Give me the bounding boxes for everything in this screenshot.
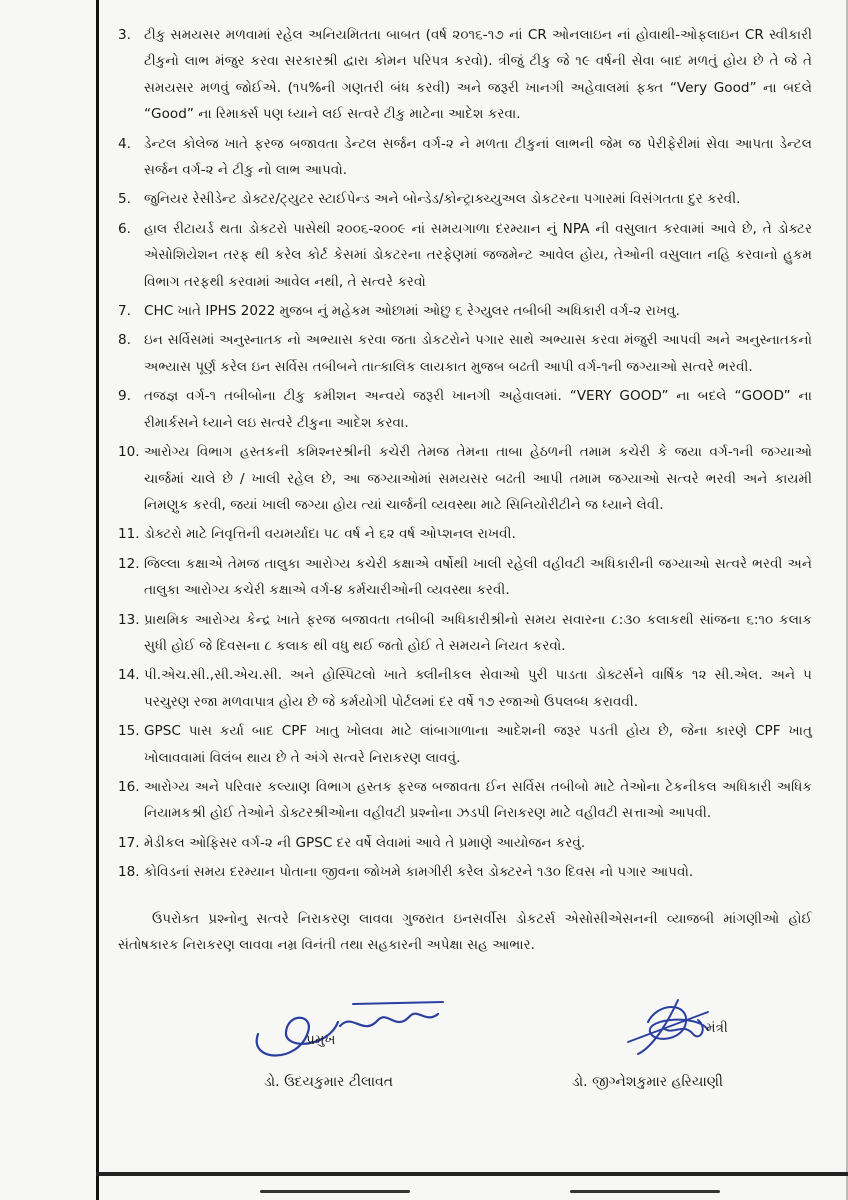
list-item xyxy=(118,859,812,885)
item-text: CHC ખાતે IPHS 2022 મુજબ નું મહેકમ ઓછામાં ઓછુ ૬ રેગ્યુલર તબીબી અધિકારી વર્ગ-૨ રાખવુ. xyxy=(144,303,680,320)
item-text: ઇન સર્વિસમાં અનુસ્નાતક નો અભ્યાસ કરવા જતા ડોકટરોને પગાર સાથે અભ્યાસ કરવા મંજુરી આપવી અને અનુસ્નાતકનો અભ્યાસ પૂર્ણ કરેલ ઇન સર્વિસ તબીબને તાત્કાલિક લાયકાત મુજબ બઢતી આપી વર્ગ-૧ની જગ્યાઓ સત્વરે ભરવી. xyxy=(144,332,812,375)
list-item xyxy=(118,186,812,212)
item-number: 15. xyxy=(118,723,140,740)
item-text: હાલ રીટાયર્ડ થતા ડોકટરો પાસેથી ૨૦૦૬-૨૦૦૯ નાં સમયગાળા દરમ્યાન નું NPA ની વસુલાત કરવામાં આવે છે, તે ડોક્ટર એસોશિયેશન તરફ થી કરેલ કોર્ટ કેસમાં ડોકટરના તરફેણમાં જજમેન્ટ આવેલ હોય, તેઓની વસુલાત નહિ કરવાનો હુકમ વિભાગ તરફથી કરવામાં આવેલ નથી, તે સત્વરે કરવો xyxy=(144,220,812,290)
list-item xyxy=(118,521,812,547)
item-text: પી.એચ.સી.,સી.એચ.સી. અને હોસ્પિટલો ખાતે ક્લીનીકલ સેવાઓ પુરી પાડતા ડોક્ટર્સને વાર્ષિક ૧૨ સી.એલ. અને ૫ પરચુરણ રજા મળવાપાત્ર હોય છે જે કર્મયોગી પોર્ટલમાં દર વર્ષે ૧૭ રજાઓ ઉપલબ્ધ કરાવવી. xyxy=(144,667,812,710)
scan-bottom-bar xyxy=(96,1172,848,1176)
item-number: 16. xyxy=(118,778,140,795)
letter-body xyxy=(118,22,812,1102)
item-text: તજજ્ઞ વર્ગ-૧ તબીબોના ટીકુ કમીશન અન્વયે જરૂરી ખાનગી અહેવાલમાં. “VERY GOOD” ના બદલે “GOOD” ના રીમાર્કસને ધ્યાને લઇ સત્વરે ટીકુના આદેશ કરવા. xyxy=(144,388,812,431)
list-item xyxy=(118,216,812,295)
secretary-handwritten-signature xyxy=(558,992,798,1072)
item-text: GPSC પાસ કર્યા બાદ CPF ખાતુ ખોલવા માટે લાંબાગાળાના આદેશની જરૂર પડતી હોય છે, જેના કારણે CPF ખાતુ ખોલાવવામાં વિલંબ થાય છે તે અંગે સત્વરે નિરાકરણ લાવવું. xyxy=(144,723,812,766)
item-text: પ્રાથમિક આરોગ્ય કેન્દ્ર ખાતે ફરજ બજાવતા તબીબી અધિકારીશ્રીનો સમય સવારના ૮:૩૦ કલાકથી સાંજના ૬:૧૦ કલાક સુધી હોઈ જે દિવસના ૮ કલાક થી વધુ થઈ જતો હોઈ તે સમયને નિયત કરવો. xyxy=(144,611,812,654)
scan-binding-edge xyxy=(96,0,99,1200)
president-handwritten-signature xyxy=(228,992,468,1072)
secretary-name: ડો. જીગ્નેશકુમાર હરિયાણી xyxy=(572,1074,723,1091)
item-number: 6. xyxy=(118,220,131,237)
item-text: જુનિયર રેસીડેન્ટ ડોક્ટર/ટ્યુટર સ્ટાઈપેન્ડ અને બોન્ડેડ/કોન્ટ્રાક્ચ્યુઅલ ડોકટરના પગારમાં વિસંગતતા દુર કરવી. xyxy=(144,191,741,208)
list-item xyxy=(118,22,812,128)
president-name: ડો. ઉદયકુમાર ટીલાવત xyxy=(264,1074,394,1091)
item-number: 18. xyxy=(118,864,140,881)
item-text: મેડીકલ ઓફિસર વર્ગ-૨ ની GPSC દર વર્ષે લેવામાં આવે તે પ્રમાણે આયોજન કરવું. xyxy=(144,834,586,851)
item-number: 9. xyxy=(118,388,131,405)
closing-paragraph: ઉપરોક્ત પ્રશ્નોનુ સત્વરે નિરાકરણ લાવવા ગુજરાત ઇનસર્વીસ ડોકટર્સ એસોસીએસનની વ્યાજબી માંગણીઓ હોઈ સંતોષકારક નિરાકરણ લાવવા નમ્ર વિનંતી તથા સહકારની અપેક્ષા સહ આભાર. xyxy=(118,910,812,953)
item-text: ડોક્ટરો માટે નિવૃત્તિની વયમર્યાદા ૫૮ વર્ષ ને ૬૨ વર્ષ ઓપ્શનલ રાખવી. xyxy=(144,526,516,543)
cut-off-text-left xyxy=(260,1188,410,1200)
list-item xyxy=(118,774,812,827)
item-number: 7. xyxy=(118,303,131,320)
president-signature xyxy=(228,992,488,1102)
list-item xyxy=(118,131,812,184)
list-item xyxy=(118,298,812,324)
item-number: 12. xyxy=(118,555,140,572)
item-number: 13. xyxy=(118,611,140,628)
item-number: 10. xyxy=(118,444,140,461)
list-item xyxy=(118,718,812,771)
secretary-role: મંત્રી xyxy=(706,1020,728,1037)
item-text: આરોગ્ય વિભાગ હસ્તકની કમિશ્નરશ્રીની કચેરી તેમજ તેમના તાબા હેઠળની તમામ કચેરી કે જયા વર્ગ-૧ની જગ્યાઓ ચાર્જમાં ચાલે છે / ખાલી રહેલ છે, આ જગ્યાઓમાં સમયસર બઢતી આપી તમામ જગ્યાઓ સત્વરે ભરવી અને કાયમી નિમણુક કરવી, જયાં ખાલી જગ્યા હોય ત્યાં ચાર્જની વ્યવસ્થા માટે સિનિયોરીટીને જ ધ્યાને લેવી. xyxy=(144,444,812,513)
list-item xyxy=(118,830,812,856)
list-item xyxy=(118,551,812,604)
item-text: કોવિડનાં સમય દરમ્યાન પોતાના જીવના જોખમે કામગીરી કરેલ ડોક્ટરને ૧૩૦ દિવસ નો પગાર આપવો. xyxy=(144,864,694,881)
item-text: ટીકુ સમયસર મળવામાં રહેલ અનિયમિતતા બાબત (વર્ષ ૨૦૧૬-૧૭ નાં CR ઓનલાઇન નાં હોવાથી-ઓફલાઇન CR સ્વીકારી ટીકુનો લાભ મંજુર કરવા સરકારશ્રી દ્વારા કોમન પરિપત્ર કરવો). ત્રીજું ટીકુ જે ૧૯ વર્ષની સેવા બાદ મળતું હોય છે તે જે તે સમયસર મળવું જોઈએ. (૧૫%ની ગણતરી બંધ કરવી) અને જરૂરી ખાનગી અહેવાલમાં ફક્ત “Very Good” ના બદલે “Good” ના રિમાર્ક્સ પણ ધ્યાને લઈ સત્વરે ટીકુ માટેના આદેશ કરવા. xyxy=(144,27,812,123)
president-role: પ્રમુખ xyxy=(306,1032,336,1049)
item-number: 8. xyxy=(118,332,131,349)
cut-off-text-right xyxy=(570,1188,720,1200)
item-text: આરોગ્ય અને પરિવાર કલ્યાણ વિભાગ હસ્તક ફરજ બજાવતા ઈન સર્વિસ તબીબો માટે તેઓના ટેકનીકલ અધિકારી અધિક નિયામકશ્રી હોઈ તેઓને ડોક્ટરશ્રીઓના વહીવટી પ્રશ્નોના ઝડપી નિરાકરણ માટે વહીવટી સત્તાઓ આપવી. xyxy=(144,778,812,822)
item-number: 3. xyxy=(118,27,131,43)
list-item xyxy=(118,383,812,436)
secretary-signature xyxy=(558,992,818,1102)
handwritten-name: ઉદયકુમાર xyxy=(324,1003,419,1029)
list-item xyxy=(118,662,812,715)
list-item xyxy=(118,607,812,660)
list-item xyxy=(118,327,812,380)
item-text: જિલ્લા કક્ષાએ તેમજ તાલુકા આરોગ્ય કચેરી કક્ષાએ વર્ષોથી ખાલી રહેલી વહીવટી અધિકારીની જગ્યાઓ સત્વરે ભરવી અને તાલુકા આરોગ્ય કચેરી કક્ષાએ વર્ગ-૪ કર્મચારીઓની વ્યવસ્થા કરવી. xyxy=(144,555,812,599)
item-number: 17. xyxy=(118,834,140,851)
signature-block xyxy=(118,992,812,1102)
demands-list xyxy=(118,22,812,886)
item-number: 4. xyxy=(118,135,131,152)
list-item xyxy=(118,439,812,518)
item-number: 14. xyxy=(118,667,140,684)
item-number: 5. xyxy=(118,191,131,208)
item-text: ડેન્ટલ કોલેજ ખાતે ફરજ બજાવતા ડેન્ટલ સર્જન વર્ગ-૨ ને મળતા ટીકુનાં લાભની જેમ જ પેરીફેરીમાં સેવા આપતા ડેન્ટલ સર્જન વર્ગ-૨ ને ટીકુ નો લાભ આપવો. xyxy=(144,135,812,179)
item-number: 11. xyxy=(118,526,140,543)
